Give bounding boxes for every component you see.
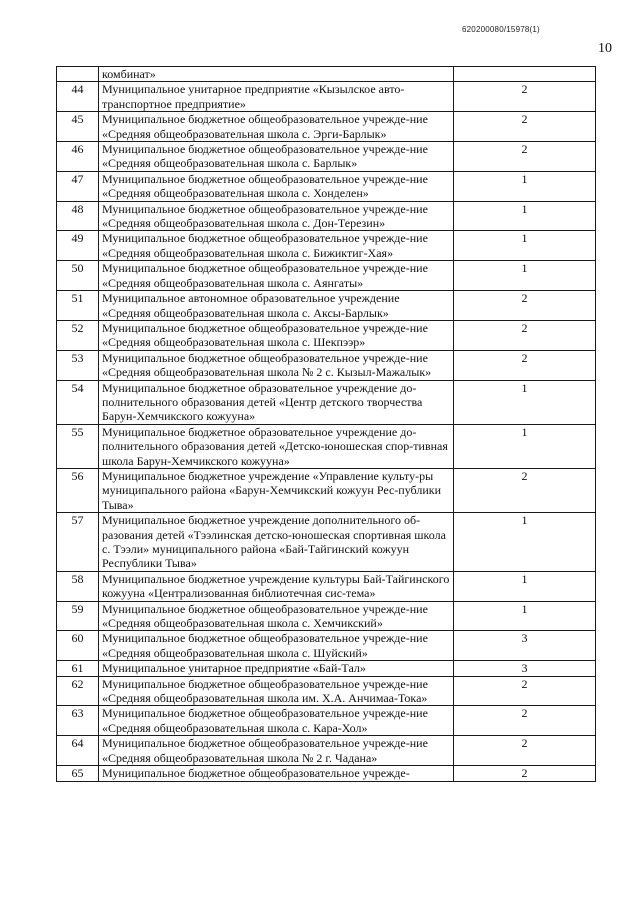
- quantity: 1: [454, 424, 596, 468]
- row-number: 59: [57, 601, 99, 631]
- table-row: [57, 201, 596, 231]
- row-number: 47: [57, 171, 99, 201]
- organization-name: Муниципальное бюджетное общеобразовательное учрежде-ние «Средняя общеобразовательная школа с. Бижиктиг-Хая»: [99, 231, 454, 261]
- quantity: 1: [454, 171, 596, 201]
- table-body: [57, 67, 596, 782]
- table-row: [57, 736, 596, 766]
- row-number: 61: [57, 661, 99, 676]
- table-row: [57, 631, 596, 661]
- row-number: 55: [57, 424, 99, 468]
- row-number: 48: [57, 201, 99, 231]
- quantity: 2: [454, 468, 596, 512]
- table-row: [57, 601, 596, 631]
- row-number: 51: [57, 291, 99, 321]
- organization-name: Муниципальное бюджетное общеобразовательное учрежде-ние «Средняя общеобразовательная школа с. Дон-Терезин»: [99, 201, 454, 231]
- table-row: [57, 571, 596, 601]
- row-number: 60: [57, 631, 99, 661]
- quantity: 1: [454, 261, 596, 291]
- quantity: 3: [454, 661, 596, 676]
- organization-name: Муниципальное бюджетное общеобразовательное учрежде-ние «Средняя общеобразовательная школа с. Аянгаты»: [99, 261, 454, 291]
- organization-name: Муниципальное бюджетное образовательное учреждение до-полнительного образования детей «Центр детского творчества Барун-Хемчикского кожууна»: [99, 380, 454, 424]
- quantity: 1: [454, 380, 596, 424]
- row-number: 54: [57, 380, 99, 424]
- table-row: [57, 766, 596, 781]
- organization-name: Муниципальное бюджетное общеобразовательное учрежде-ние «Средняя общеобразовательная школа с. Кара-Хол»: [99, 706, 454, 736]
- table-row: [57, 291, 596, 321]
- row-number: 49: [57, 231, 99, 261]
- table-row: [57, 676, 596, 706]
- table-row: [57, 231, 596, 261]
- table-row: [57, 67, 596, 82]
- table-row: [57, 112, 596, 142]
- table-row: [57, 261, 596, 291]
- organization-name: Муниципальное бюджетное общеобразовательное учрежде-ние «Средняя общеобразовательная школа с. Шуйский»: [99, 631, 454, 661]
- row-number: 52: [57, 320, 99, 350]
- table-row: [57, 320, 596, 350]
- table-row: [57, 350, 596, 380]
- organization-name: Муниципальное бюджетное учреждение дополнительного об-разования детей «Тээлинская детско-юношеская спортивная школа с. Тээли» муниципального района «Бай-Тайгинский кожуун Республики Тыва»: [99, 513, 454, 572]
- organization-name: Муниципальное унитарное предприятие «Бай-Тал»: [99, 661, 454, 676]
- table-row: [57, 661, 596, 676]
- row-number: 57: [57, 513, 99, 572]
- quantity: [454, 67, 596, 82]
- row-number: 46: [57, 142, 99, 172]
- row-number: 58: [57, 571, 99, 601]
- quantity: 1: [454, 601, 596, 631]
- page-number: 10: [598, 41, 612, 56]
- organization-name: Муниципальное бюджетное общеобразовательное учрежде-: [99, 766, 454, 781]
- row-number: 62: [57, 676, 99, 706]
- organization-name: Муниципальное унитарное предприятие «Кызылское авто-транспортное предприятие»: [99, 82, 454, 112]
- table-row: [57, 424, 596, 468]
- row-number: 65: [57, 766, 99, 781]
- organization-name: Муниципальное автономное образовательное учреждение «Средняя общеобразовательная школа с. Аксы-Барлык»: [99, 291, 454, 321]
- quantity: 1: [454, 571, 596, 601]
- organization-name: Муниципальное бюджетное учреждение «Управление культу-ры муниципального района «Барун-Хемчикский кожуун Рес-публики Тыва»: [99, 468, 454, 512]
- quantity: 2: [454, 112, 596, 142]
- quantity: 2: [454, 82, 596, 112]
- organization-name: Муниципальное бюджетное образовательное учреждение до-полнительного образования детей «Детско-юношеская спор-тивная школа Барун-Хемчикского кожууна»: [99, 424, 454, 468]
- quantity: 1: [454, 513, 596, 572]
- quantity: 2: [454, 766, 596, 781]
- quantity: 3: [454, 631, 596, 661]
- quantity: 2: [454, 291, 596, 321]
- quantity: 2: [454, 736, 596, 766]
- table-row: [57, 706, 596, 736]
- organization-name: Муниципальное бюджетное общеобразовательное учрежде-ние «Средняя общеобразовательная школа № 2 с. Кызыл-Мажалык»: [99, 350, 454, 380]
- row-number: 45: [57, 112, 99, 142]
- quantity: 2: [454, 350, 596, 380]
- quantity: 1: [454, 231, 596, 261]
- organization-name: Муниципальное бюджетное общеобразовательное учрежде-ние «Средняя общеобразовательная школа с. Шекпээр»: [99, 320, 454, 350]
- quantity: 2: [454, 142, 596, 172]
- row-number: [57, 67, 99, 82]
- table-row: [57, 142, 596, 172]
- quantity: 1: [454, 201, 596, 231]
- row-number: 53: [57, 350, 99, 380]
- organization-name: Муниципальное бюджетное общеобразовательное учрежде-ние «Средняя общеобразовательная школа им. Х.А. Анчимаа-Тока»: [99, 676, 454, 706]
- organization-name: Муниципальное бюджетное общеобразовательное учрежде-ние «Средняя общеобразовательная школа с. Хемчикский»: [99, 601, 454, 631]
- quantity: 2: [454, 320, 596, 350]
- organization-name: Муниципальное бюджетное общеобразовательное учрежде-ние «Средняя общеобразовательная школа с. Хонделен»: [99, 171, 454, 201]
- table-row: [57, 468, 596, 512]
- organization-name: Муниципальное бюджетное общеобразовательное учрежде-ние «Средняя общеобразовательная школа № 2 г. Чадана»: [99, 736, 454, 766]
- organization-name: Муниципальное бюджетное общеобразовательное учрежде-ние «Средняя общеобразовательная школа с. Эрги-Барлык»: [99, 112, 454, 142]
- row-number: 56: [57, 468, 99, 512]
- table-row: [57, 82, 596, 112]
- table-row: [57, 380, 596, 424]
- organization-name: Муниципальное бюджетное учреждение культуры Бай-Тайгинского кожууна «Централизованная библиотечная сис-тема»: [99, 571, 454, 601]
- organization-name: комбинат»: [99, 67, 454, 82]
- quantity: 2: [454, 676, 596, 706]
- table-row: [57, 513, 596, 572]
- row-number: 63: [57, 706, 99, 736]
- organization-name: Муниципальное бюджетное общеобразовательное учрежде-ние «Средняя общеобразовательная школа с. Барлык»: [99, 142, 454, 172]
- row-number: 44: [57, 82, 99, 112]
- document-code: 620200080/15978(1): [462, 25, 540, 34]
- row-number: 64: [57, 736, 99, 766]
- organizations-table: [56, 66, 596, 782]
- table-row: [57, 171, 596, 201]
- quantity: 2: [454, 706, 596, 736]
- row-number: 50: [57, 261, 99, 291]
